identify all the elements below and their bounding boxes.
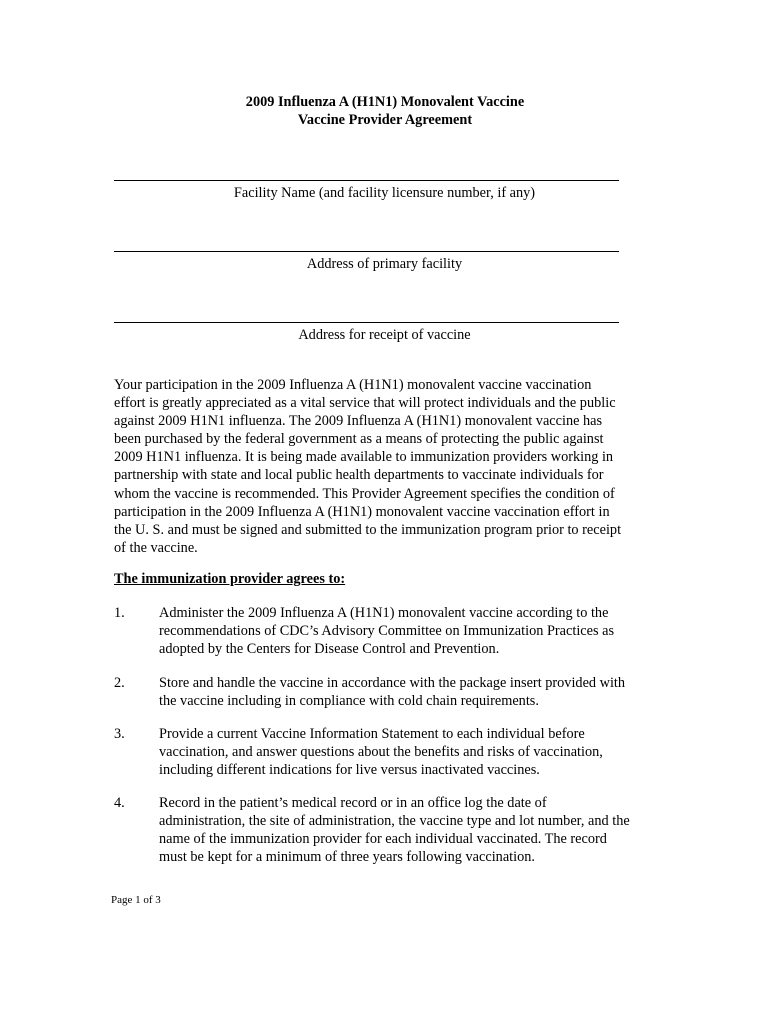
item-text: Administer the 2009 Influenza A (H1N1) monovalent vaccine according to the recommendations of CDC’s Advisory Committee on Immunization Practices as adopted by the Centers for Disease Control and Prevention. <box>159 605 615 658</box>
receipt-address-line[interactable] <box>114 322 619 323</box>
primary-address-line[interactable] <box>114 251 619 252</box>
receipt-address-label: Address for receipt of vaccine <box>298 327 471 343</box>
document-title <box>0 93 770 129</box>
title-line-2: Vaccine Provider Agreement <box>297 112 473 128</box>
item-number: 4. <box>114 795 125 811</box>
item-text: Store and handle the vaccine in accordance with the package insert provided with the vaccine including in compliance with cold chain requirements. <box>159 675 626 710</box>
item-number: 2. <box>114 675 125 691</box>
primary-address-label: Address of primary facility <box>306 256 463 272</box>
item-number: 1. <box>114 605 125 621</box>
agreement-heading: The immunization provider agrees to: <box>114 571 346 587</box>
page-number: Page 1 of 3 <box>111 894 161 906</box>
item-text: Record in the patient’s medical record or in an office log the date of administration, the site of administration, the vaccine type and lot number, and the name of the immunization provider for each individual vaccinated. The record must be kept for a minimum of three years following vaccination. <box>159 795 630 866</box>
item-number: 3. <box>114 726 125 742</box>
item-text: Provide a current Vaccine Information Statement to each individual before vaccination, and answer questions about the benefits and risks of vaccination, including different indications for live versus inactivated vaccines. <box>159 726 603 779</box>
title-line-1: 2009 Influenza A (H1N1) Monovalent Vaccine <box>245 94 525 110</box>
facility-name-label: Facility Name (and facility licensure number, if any) <box>233 185 536 201</box>
facility-name-line[interactable] <box>114 180 619 181</box>
intro-paragraph: Your participation in the 2009 Influenza A (H1N1) monovalent vaccine vaccination effort is greatly appreciated as a vital service that will protect individuals and the public against 2009 H1N1 influenza. The 2009 Influenza A (H1N1) monovalent vaccine has been purchased by the federal government as a means of protecting the public against 2009 H1N1 influenza. It is being made available to immunization providers working in partnership with state and local public health departments to vaccinate individuals for whom the vaccine is recommended. This Provider Agreement specifies the condition of participation in the 2009 Influenza A (H1N1) monovalent vaccine vaccination effort in the U. S. and must be signed and submitted to the immunization program prior to receipt of the vaccine. <box>114 377 622 556</box>
